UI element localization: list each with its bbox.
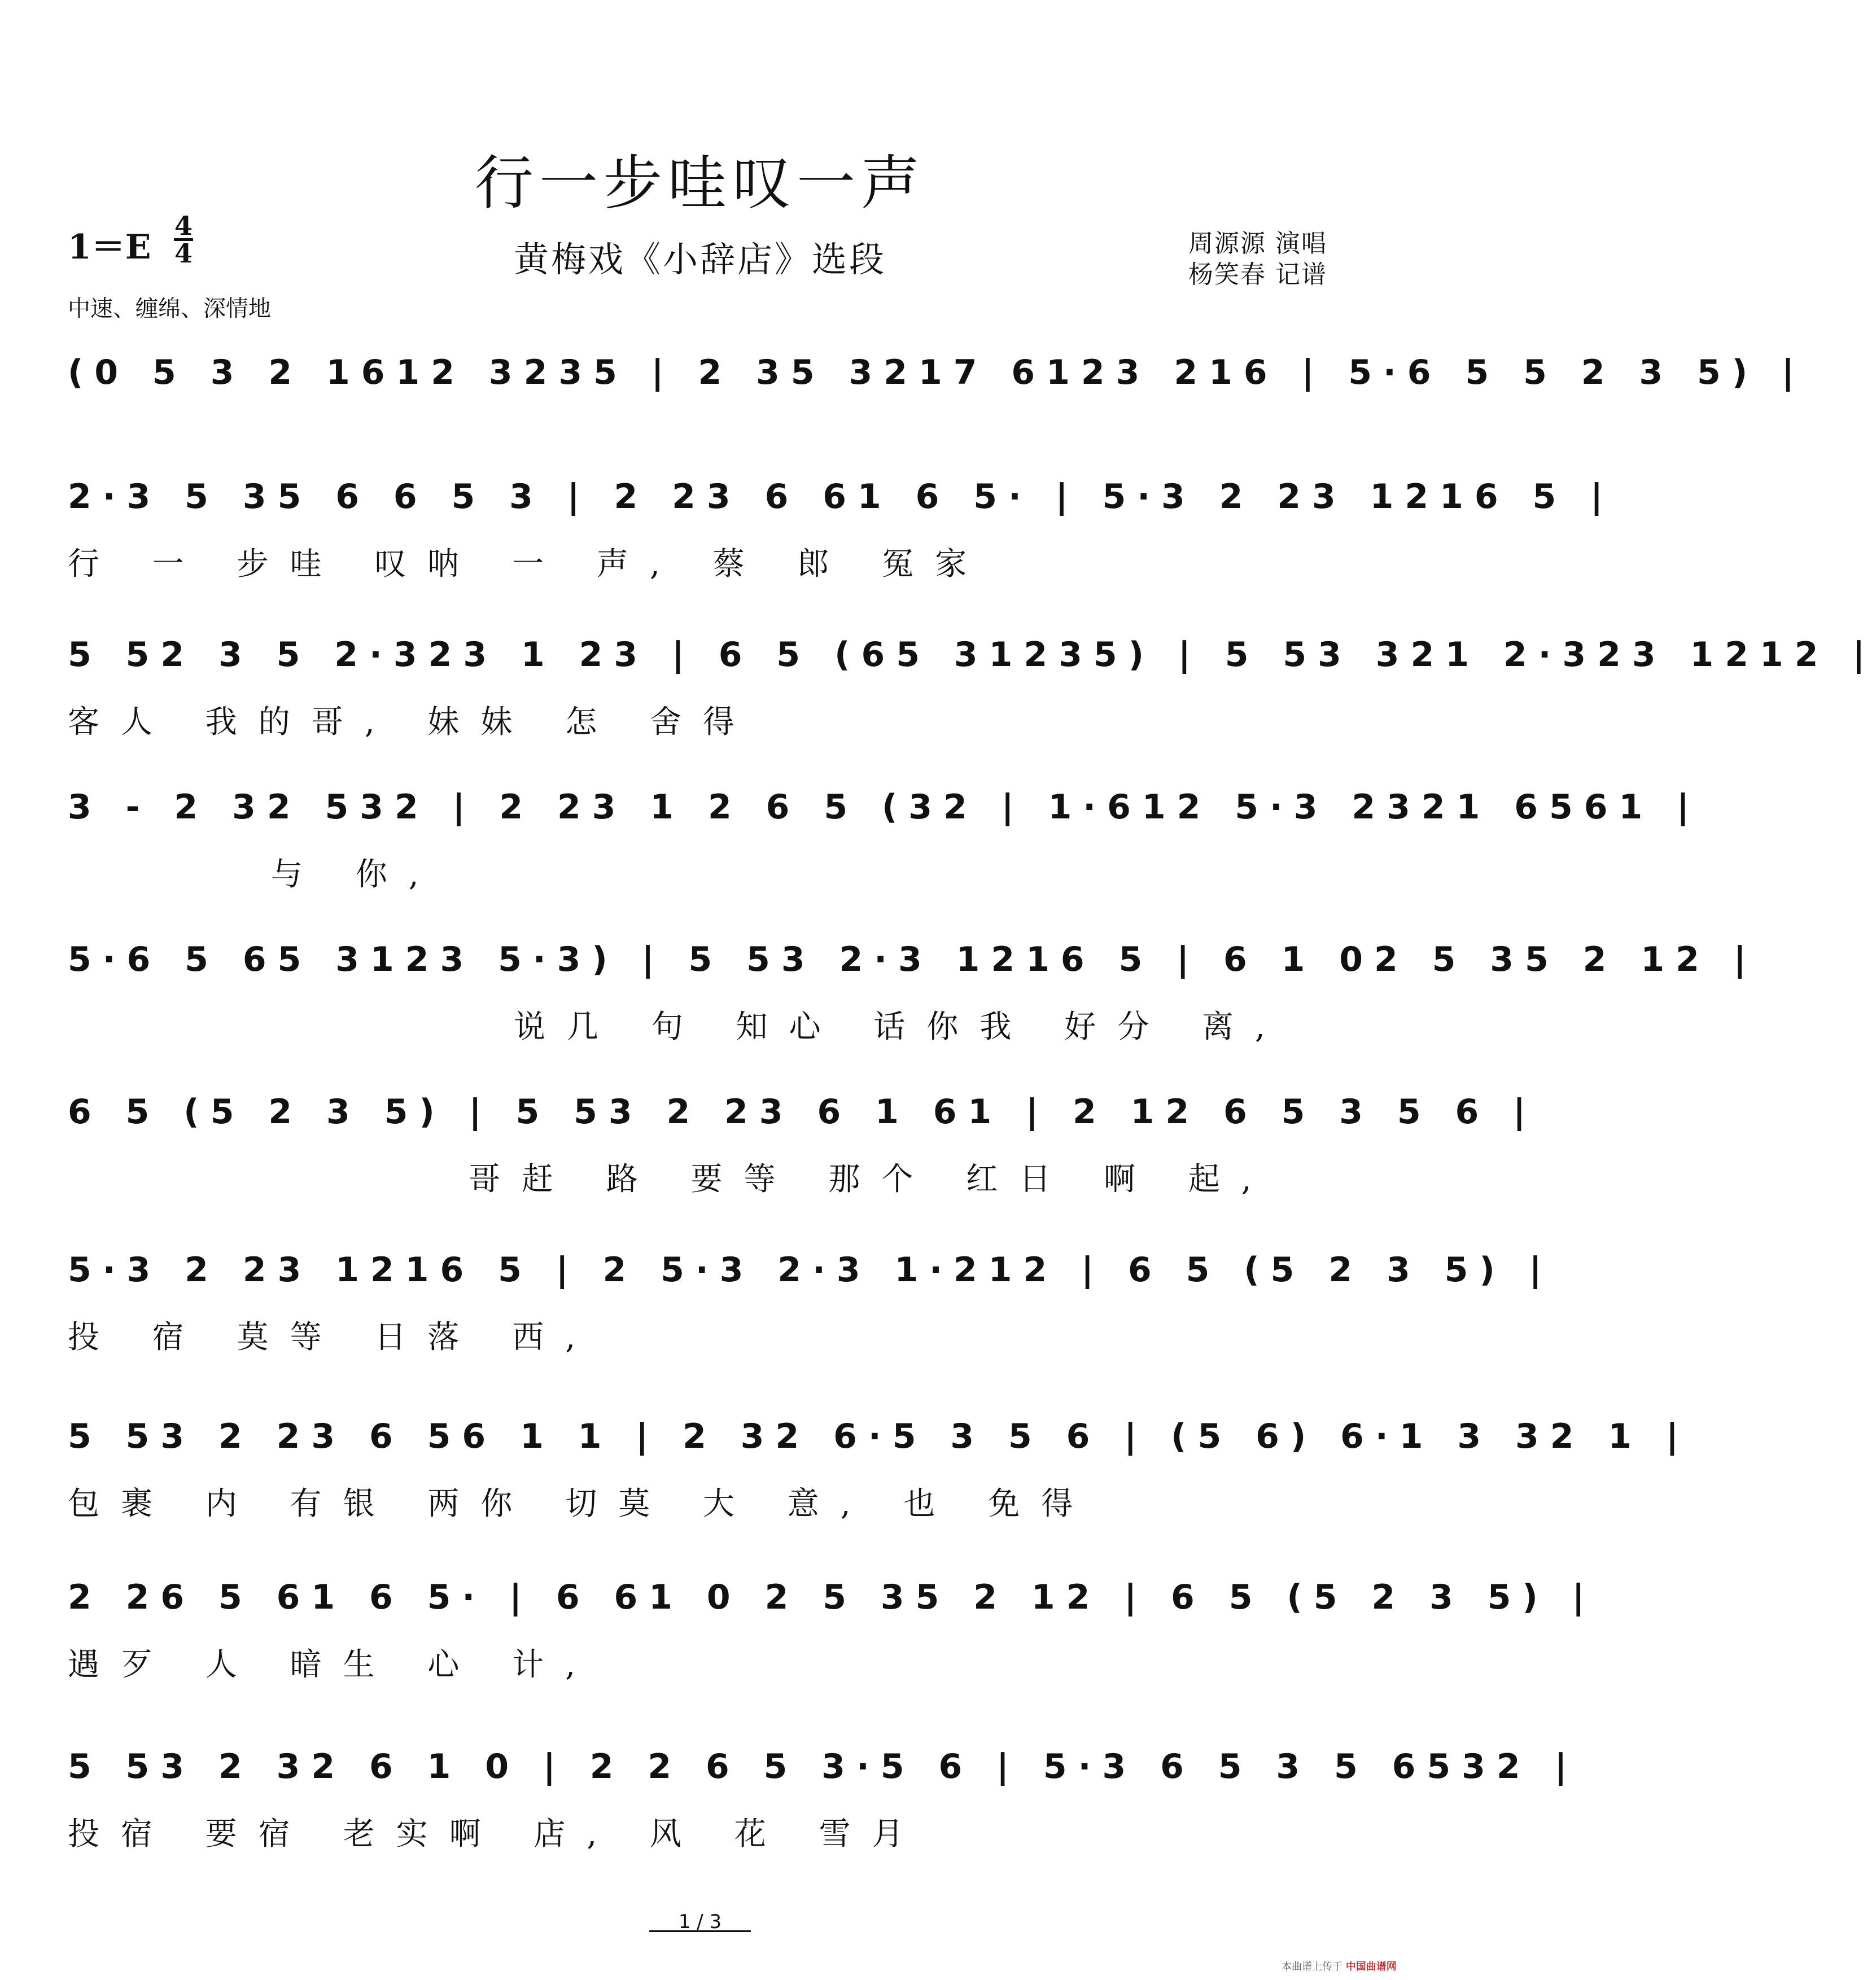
transcriber-credit: 杨笑春 记谱 (1188, 260, 1327, 289)
source-stamp (1282, 1959, 1397, 1973)
page-number: 1 / 3 (678, 1911, 722, 1933)
notation-line: 3 - 2 32 532 | 2 23 1 2 6 5 (32 | 1·612 5·3 2321 6561 | (68, 787, 1701, 827)
staff-row-3 (68, 635, 1876, 748)
staff-row-5 (68, 940, 1757, 1053)
notation-line: 2 26 5 61 6 5· | 6 61 0 2 5 35 2 12 | 6 5 (5 2 3 5) | (68, 1578, 1596, 1617)
notation-line: 2·3 5 35 6 6 5 3 | 2 23 6 61 6 5· | 5·3 2 23 1216 5 | (68, 477, 1615, 516)
staff-row-10 (68, 1747, 1578, 1860)
source-stamp-brand: 中国曲谱网 (1345, 1961, 1397, 1973)
lyrics-line: 遇歹 人 暗生 心 计, (68, 1646, 597, 1683)
staff-row-8 (68, 1417, 1690, 1530)
lyrics-line: 投 宿 莫等 日落 西, (68, 1319, 597, 1356)
source-stamp-prefix: 本曲谱上传于 (1282, 1961, 1343, 1973)
staff-row-7 (68, 1250, 1553, 1363)
time-signature-bottom: 4 (174, 238, 193, 269)
staff-row-9 (68, 1578, 1596, 1690)
score-subtitle: 黄梅戏《小辞店》选段 (513, 239, 886, 280)
footer-rule-right (700, 1930, 751, 1932)
lyrics-line: 包裹 内 有银 两你 切莫 大 意, 也 免得 (68, 1486, 1095, 1522)
staff-row-2 (68, 477, 1615, 590)
performer-credit: 周源源 演唱 (1188, 229, 1327, 258)
notation-line: 5·3 2 23 1216 5 | 2 5·3 2·3 1·212 | 6 5 (5 2 3 5) | (68, 1250, 1553, 1290)
score-title: 行一步哇叹一声 (474, 148, 925, 217)
key-signature: 1＝E (68, 227, 151, 267)
notation-line: (0 5 3 2 1612 3235 | 2 35 3217 6123 216 | 5·6 5 5 2 3 5) | (68, 353, 1805, 392)
lyrics-line: 说几 句 知心 话你我 好分 离, (514, 1009, 1287, 1045)
time-signature-top: 4 (174, 211, 193, 241)
notation-line: 6 5 (5 2 3 5) | 5 53 2 23 6 1 61 | 2 12 6 5 3 5 6 | (68, 1092, 1537, 1132)
staff-row-4 (68, 787, 1701, 900)
staff-row-6 (68, 1092, 1537, 1205)
notation-line: 5·6 5 65 3123 5·3) | 5 53 2·3 1216 5 | 6 1 02 5 35 2 12 | (68, 940, 1757, 979)
lyrics-line: 客人 我的哥, 妹妹 怎 舍得 (68, 704, 756, 741)
notation-line: 5 53 2 32 6 1 0 | 2 2 6 5 3·5 6 | 5·3 6 5 3 5 6532 | (68, 1747, 1578, 1786)
tempo-marking: 中速、缠绵、深情地 (68, 296, 271, 322)
staff-row-1 (68, 353, 1805, 466)
notation-line: 5 53 2 23 6 56 1 1 | 2 32 6·5 3 5 6 | (5 6) 6·1 3 32 1 | (68, 1417, 1690, 1456)
notation-line: 5 52 3 5 2·323 1 23 | 6 5 (65 31235) | 5 53 321 2·323 1212 | (68, 635, 1876, 674)
lyrics-line: 行 一 步哇 叹呐 一 声, 蔡 郎 冤家 (68, 546, 989, 582)
lyrics-line: 哥赶 路 要等 那个 红日 啊 起, (469, 1161, 1273, 1198)
lyrics-line: 与 你, (271, 856, 440, 893)
lyrics-line: 投宿 要宿 老实啊 店, 风 花 雪月 (68, 1816, 925, 1852)
